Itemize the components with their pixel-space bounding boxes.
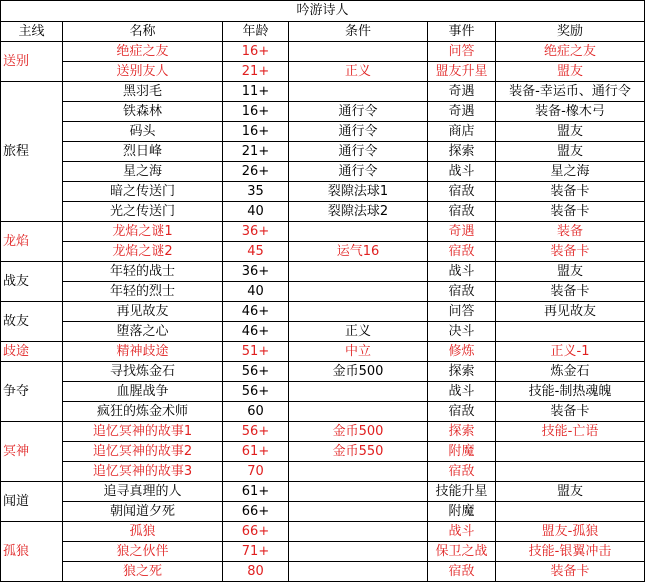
cell-event: 商店 xyxy=(428,122,496,142)
cell-name: 疯狂的炼金术师 xyxy=(63,402,223,422)
cell-age: 66+ xyxy=(223,502,289,522)
cell-reward: 装备卡 xyxy=(496,282,645,302)
cell-reward: 技能-银翼冲击 xyxy=(496,542,645,562)
table-row xyxy=(1,202,645,222)
table-title: 吟游诗人 xyxy=(1,1,645,22)
cell-reward: 装备卡 xyxy=(496,562,645,582)
cell-condition: 裂隙法球1 xyxy=(289,182,428,202)
cell-condition xyxy=(289,302,428,322)
header-age: 年龄 xyxy=(223,22,289,42)
cell-age: 36+ xyxy=(223,262,289,282)
table-row xyxy=(1,322,645,342)
cell-event: 宿敌 xyxy=(428,282,496,302)
table-row xyxy=(1,122,645,142)
cell-event: 宿敌 xyxy=(428,202,496,222)
cell-reward: 盟友 xyxy=(496,262,645,282)
cell-storyline: 冥神 xyxy=(1,422,63,482)
cell-reward: 再见故友 xyxy=(496,302,645,322)
cell-storyline: 歧途 xyxy=(1,342,63,362)
cell-age: 46+ xyxy=(223,322,289,342)
cell-name: 追忆冥神的故事2 xyxy=(63,442,223,462)
cell-condition xyxy=(289,562,428,582)
cell-event: 决斗 xyxy=(428,322,496,342)
cell-reward: 装备-幸运币、通行令 xyxy=(496,82,645,102)
cell-name: 寻找炼金石 xyxy=(63,362,223,382)
cell-reward: 技能-制热魂魄 xyxy=(496,382,645,402)
cell-condition: 通行令 xyxy=(289,122,428,142)
cell-name: 光之传送门 xyxy=(63,202,223,222)
header-condition: 条件 xyxy=(289,22,428,42)
cell-name: 追寻真理的人 xyxy=(63,482,223,502)
cell-condition: 金币500 xyxy=(289,362,428,382)
cell-event: 奇遇 xyxy=(428,102,496,122)
cell-name: 年轻的烈士 xyxy=(63,282,223,302)
cell-age: 21+ xyxy=(223,62,289,82)
cell-event: 探索 xyxy=(428,142,496,162)
cell-event: 问答 xyxy=(428,42,496,62)
cell-name: 星之海 xyxy=(63,162,223,182)
table-row xyxy=(1,182,645,202)
table-row xyxy=(1,282,645,302)
cell-condition xyxy=(289,282,428,302)
cell-age: 46+ xyxy=(223,302,289,322)
table-row xyxy=(1,62,645,82)
cell-reward: 装备卡 xyxy=(496,202,645,222)
cell-age: 61+ xyxy=(223,442,289,462)
cell-reward: 正义-1 xyxy=(496,342,645,362)
table-row xyxy=(1,522,645,542)
cell-event: 附魔 xyxy=(428,442,496,462)
cell-name: 孤狼 xyxy=(63,522,223,542)
cell-condition: 金币550 xyxy=(289,442,428,462)
cell-name: 黑羽毛 xyxy=(63,82,223,102)
cell-event: 探索 xyxy=(428,422,496,442)
cell-age: 40 xyxy=(223,282,289,302)
cell-condition: 裂隙法球2 xyxy=(289,202,428,222)
cell-reward: 星之海 xyxy=(496,162,645,182)
cell-age: 11+ xyxy=(223,82,289,102)
cell-name: 追忆冥神的故事3 xyxy=(63,462,223,482)
table-row xyxy=(1,362,645,382)
cell-event: 宿敌 xyxy=(428,562,496,582)
table-row xyxy=(1,402,645,422)
cell-reward: 盟友 xyxy=(496,482,645,502)
cell-reward: 装备 xyxy=(496,222,645,242)
cell-age: 35 xyxy=(223,182,289,202)
cell-age: 16+ xyxy=(223,102,289,122)
cell-storyline: 故友 xyxy=(1,302,63,342)
header-event: 事件 xyxy=(428,22,496,42)
cell-event: 战斗 xyxy=(428,162,496,182)
cell-age: 70 xyxy=(223,462,289,482)
cell-age: 36+ xyxy=(223,222,289,242)
cell-storyline: 孤狼 xyxy=(1,522,63,582)
header-line: 主线 xyxy=(1,22,63,42)
table-row xyxy=(1,462,645,482)
cell-reward: 盟友-孤狼 xyxy=(496,522,645,542)
cell-condition: 正义 xyxy=(289,62,428,82)
table-row xyxy=(1,382,645,402)
cell-reward: 装备-橡木弓 xyxy=(496,102,645,122)
cell-name: 狼之伙伴 xyxy=(63,542,223,562)
cell-storyline: 送别 xyxy=(1,42,63,82)
table-row xyxy=(1,422,645,442)
cell-storyline: 闻道 xyxy=(1,482,63,522)
cell-name: 绝症之友 xyxy=(63,42,223,62)
cell-event: 战斗 xyxy=(428,522,496,542)
cell-name: 送别友人 xyxy=(63,62,223,82)
cell-reward xyxy=(496,502,645,522)
cell-name: 龙焰之谜2 xyxy=(63,242,223,262)
cell-event: 宿敌 xyxy=(428,462,496,482)
table-row xyxy=(1,42,645,62)
cell-age: 51+ xyxy=(223,342,289,362)
cell-condition xyxy=(289,542,428,562)
table-row xyxy=(1,502,645,522)
cell-condition: 通行令 xyxy=(289,162,428,182)
cell-name: 血腥战争 xyxy=(63,382,223,402)
cell-condition xyxy=(289,82,428,102)
cell-event: 保卫之战 xyxy=(428,542,496,562)
cell-condition: 金币500 xyxy=(289,422,428,442)
table-row xyxy=(1,302,645,322)
cell-reward: 装备卡 xyxy=(496,402,645,422)
cell-reward: 装备卡 xyxy=(496,182,645,202)
cell-event: 问答 xyxy=(428,302,496,322)
cell-reward: 盟友 xyxy=(496,62,645,82)
cell-age: 56+ xyxy=(223,382,289,402)
cell-reward: 盟友 xyxy=(496,142,645,162)
cell-storyline: 旅程 xyxy=(1,82,63,222)
cell-age: 80 xyxy=(223,562,289,582)
cell-name: 铁森林 xyxy=(63,102,223,122)
cell-name: 朝闻道夕死 xyxy=(63,502,223,522)
cell-storyline: 争夺 xyxy=(1,362,63,422)
table-row xyxy=(1,262,645,282)
cell-age: 61+ xyxy=(223,482,289,502)
cell-condition: 通行令 xyxy=(289,142,428,162)
cell-event: 修炼 xyxy=(428,342,496,362)
table-row xyxy=(1,142,645,162)
table-row xyxy=(1,162,645,182)
cell-name: 再见故友 xyxy=(63,302,223,322)
cell-name: 年轻的战士 xyxy=(63,262,223,282)
cell-event: 奇遇 xyxy=(428,82,496,102)
cell-age: 66+ xyxy=(223,522,289,542)
cell-name: 码头 xyxy=(63,122,223,142)
cell-condition: 中立 xyxy=(289,342,428,362)
cell-reward xyxy=(496,462,645,482)
table-row xyxy=(1,562,645,582)
cell-name: 狼之死 xyxy=(63,562,223,582)
cell-storyline: 龙焰 xyxy=(1,222,63,262)
cell-name: 堕落之心 xyxy=(63,322,223,342)
cell-name: 龙焰之谜1 xyxy=(63,222,223,242)
cell-event: 技能升星 xyxy=(428,482,496,502)
cell-age: 45 xyxy=(223,242,289,262)
cell-event: 附魔 xyxy=(428,502,496,522)
cell-name: 暗之传送门 xyxy=(63,182,223,202)
cell-condition xyxy=(289,482,428,502)
table-row xyxy=(1,82,645,102)
cell-age: 71+ xyxy=(223,542,289,562)
cell-reward: 炼金石 xyxy=(496,362,645,382)
cell-condition: 通行令 xyxy=(289,102,428,122)
header-reward: 奖励 xyxy=(496,22,645,42)
cell-age: 26+ xyxy=(223,162,289,182)
cell-reward xyxy=(496,322,645,342)
title-row xyxy=(1,1,645,22)
cell-age: 21+ xyxy=(223,142,289,162)
cell-reward: 技能-亡语 xyxy=(496,422,645,442)
cell-name: 烈日峰 xyxy=(63,142,223,162)
header-row xyxy=(1,22,645,42)
cell-reward: 绝症之友 xyxy=(496,42,645,62)
cell-condition xyxy=(289,522,428,542)
cell-name: 精神歧途 xyxy=(63,342,223,362)
table-body xyxy=(1,1,645,582)
table-row xyxy=(1,442,645,462)
cell-event: 战斗 xyxy=(428,262,496,282)
table-row xyxy=(1,102,645,122)
cell-age: 40 xyxy=(223,202,289,222)
cell-age: 60 xyxy=(223,402,289,422)
cell-condition xyxy=(289,222,428,242)
cell-storyline: 战友 xyxy=(1,262,63,302)
cell-age: 56+ xyxy=(223,362,289,382)
cell-event: 奇遇 xyxy=(428,222,496,242)
cell-age: 16+ xyxy=(223,42,289,62)
cell-condition xyxy=(289,502,428,522)
cell-event: 探索 xyxy=(428,362,496,382)
cell-event: 宿敌 xyxy=(428,182,496,202)
table-row xyxy=(1,542,645,562)
cell-condition xyxy=(289,462,428,482)
cell-event: 战斗 xyxy=(428,382,496,402)
cell-reward xyxy=(496,442,645,462)
cell-event: 宿敌 xyxy=(428,242,496,262)
cell-reward: 装备卡 xyxy=(496,242,645,262)
table-row xyxy=(1,242,645,262)
header-name: 名称 xyxy=(63,22,223,42)
cell-condition: 运气16 xyxy=(289,242,428,262)
cell-age: 56+ xyxy=(223,422,289,442)
table-row xyxy=(1,222,645,242)
cell-name: 追忆冥神的故事1 xyxy=(63,422,223,442)
cell-reward: 盟友 xyxy=(496,122,645,142)
cell-condition: 正义 xyxy=(289,322,428,342)
cell-event: 盟友升星 xyxy=(428,62,496,82)
cell-condition xyxy=(289,402,428,422)
cell-event: 宿敌 xyxy=(428,402,496,422)
cell-condition xyxy=(289,42,428,62)
cell-age: 16+ xyxy=(223,122,289,142)
table-row xyxy=(1,342,645,362)
cell-condition xyxy=(289,382,428,402)
cell-condition xyxy=(289,262,428,282)
table-row xyxy=(1,482,645,502)
